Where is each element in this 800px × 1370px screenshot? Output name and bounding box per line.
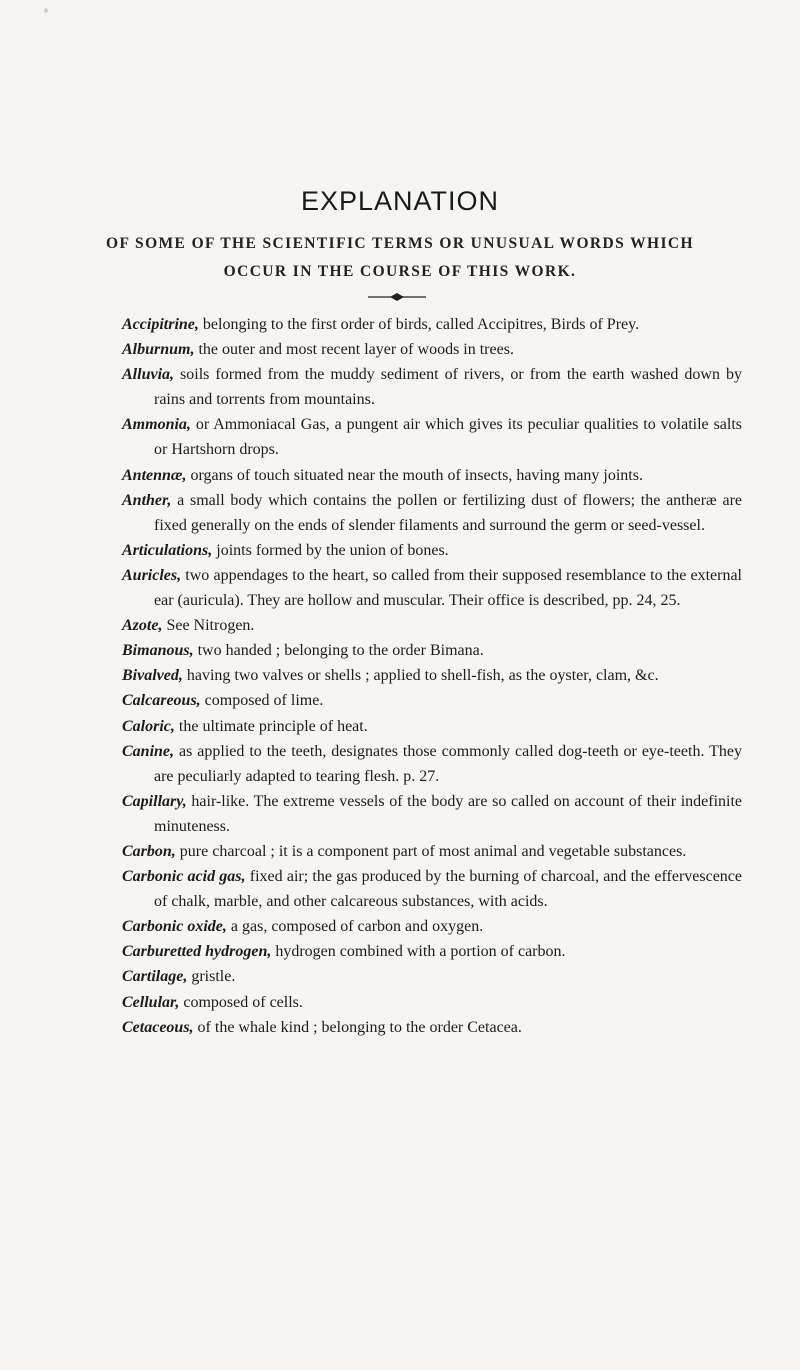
entry-definition: the ultimate principle of heat.: [178, 717, 368, 735]
entry-term: Caloric,: [122, 717, 175, 735]
entry-definition: of the whale kind ; belonging to the order Cetacea.: [197, 1018, 522, 1036]
glossary-entry: [122, 939, 742, 964]
entry-term: Carbon,: [122, 842, 176, 860]
entry-definition: the outer and most recent layer of woods in trees.: [198, 341, 514, 359]
glossary-entry: [122, 739, 742, 789]
entry-term: Ammonia,: [122, 416, 191, 434]
glossary-entry: [122, 990, 742, 1015]
entry-definition: as applied to the teeth, designates those commonly called dog-teeth or eye-teeth. They are peculiarly adapted to tearing flesh. p. 27.: [154, 742, 743, 785]
entry-term: Articulations,: [122, 541, 213, 559]
entry-term: Alluvia,: [122, 366, 175, 384]
entry-term: Carbonic acid gas,: [122, 868, 246, 886]
entry-definition: gristle.: [191, 968, 236, 986]
glossary-entry: [122, 688, 742, 713]
entry-term: Auricles,: [122, 566, 182, 584]
entry-definition: or Ammoniacal Gas, a pungent air which gives its peculiar qualities to volatile salts or Hartshorn drops.: [154, 416, 743, 459]
entry-definition: hair-like. The extreme vessels of the body are so called on account of their indefinite minuteness.: [154, 792, 743, 835]
glossary-entry: [122, 1015, 742, 1040]
glossary-entry: [122, 463, 742, 488]
glossary-entry: [122, 638, 742, 663]
glossary-entry: [122, 488, 742, 538]
entry-definition: fixed air; the gas produced by the burning of charcoal, and the effervescence of chalk, marble, and other calcareous substances, with acids.: [154, 868, 743, 911]
glossary-entry: [122, 789, 742, 839]
entry-term: Bimanous,: [122, 642, 194, 660]
ornament-divider: [368, 292, 426, 302]
entry-term: Alburnum,: [122, 341, 195, 359]
glossary-entry: [122, 412, 742, 462]
page-title: EXPLANATION: [300, 186, 500, 217]
entry-term: Azote,: [122, 617, 163, 635]
entry-definition: hydrogen combined with a portion of carbon.: [275, 943, 566, 961]
entry-definition: composed of lime.: [204, 692, 324, 710]
glossary-entry: [122, 714, 742, 739]
entry-term: Capillary,: [122, 792, 187, 810]
entry-term: Bivalved,: [122, 667, 183, 685]
glossary-entry: [122, 964, 742, 989]
entry-definition: composed of cells.: [183, 993, 303, 1011]
entry-definition: See Nitrogen.: [166, 617, 255, 635]
glossary-entry: [122, 312, 742, 337]
glossary-list: [122, 312, 742, 1040]
entry-term: Carbonic oxide,: [122, 918, 227, 936]
glossary-entry: [122, 864, 742, 914]
subtitle-line-1: OF SOME OF THE SCIENTIFIC TERMS OR UNUSUAL WORDS WHICH: [106, 235, 694, 252]
glossary-entry: [122, 839, 742, 864]
entry-definition: a gas, composed of carbon and oxygen.: [230, 918, 484, 936]
page-speck: [44, 8, 48, 13]
entry-term: Cellular,: [122, 993, 180, 1011]
entry-term: Canine,: [122, 742, 175, 760]
glossary-entry: [122, 914, 742, 939]
entry-definition: organs of touch situated near the mouth of insects, having many joints.: [190, 466, 643, 484]
entry-term: Cartilage,: [122, 968, 188, 986]
entry-term: Antennæ,: [122, 466, 187, 484]
entry-term: Accipitrine,: [122, 316, 199, 333]
page-subtitle: [0, 230, 800, 286]
entry-definition: joints formed by the union of bones.: [216, 541, 449, 559]
glossary-entry: [122, 362, 742, 412]
glossary-entry: [122, 613, 742, 638]
entry-definition: having two valves or shells ; applied to shell-fish, as the oyster, clam, &c.: [186, 667, 659, 685]
entry-term: Carburetted hydrogen,: [122, 943, 272, 961]
entry-definition: pure charcoal ; it is a component part of most animal and vegetable substances.: [179, 842, 687, 860]
entry-term: Cetaceous,: [122, 1018, 194, 1036]
subtitle-line-2: OCCUR IN THE COURSE OF THIS WORK.: [223, 263, 577, 280]
entry-definition: belonging to the first order of birds, called Accipitres, Birds of Prey.: [202, 316, 640, 333]
glossary-entry: [122, 538, 742, 563]
glossary-entry: [122, 663, 742, 688]
glossary-entry: [122, 337, 742, 362]
entry-definition: two appendages to the heart, so called from their supposed resemblance to the external ear (auricula). They are hollow and muscular. Their office is described, pp. 24, 25.: [154, 566, 742, 610]
entry-definition: two handed ; belonging to the order Bimana.: [197, 642, 484, 660]
entry-term: Anther,: [122, 491, 172, 509]
entry-term: Calcareous,: [122, 692, 201, 710]
entry-definition: soils formed from the muddy sediment of rivers, or from the earth washed down by rains and torrents from mountains.: [154, 366, 743, 409]
entry-definition: a small body which contains the pollen or fertilizing dust of flowers; the antheræ are fixed generally on the ends of slender filaments and surround the germ or seed-vessel.: [154, 491, 743, 534]
glossary-entry: [122, 563, 742, 613]
